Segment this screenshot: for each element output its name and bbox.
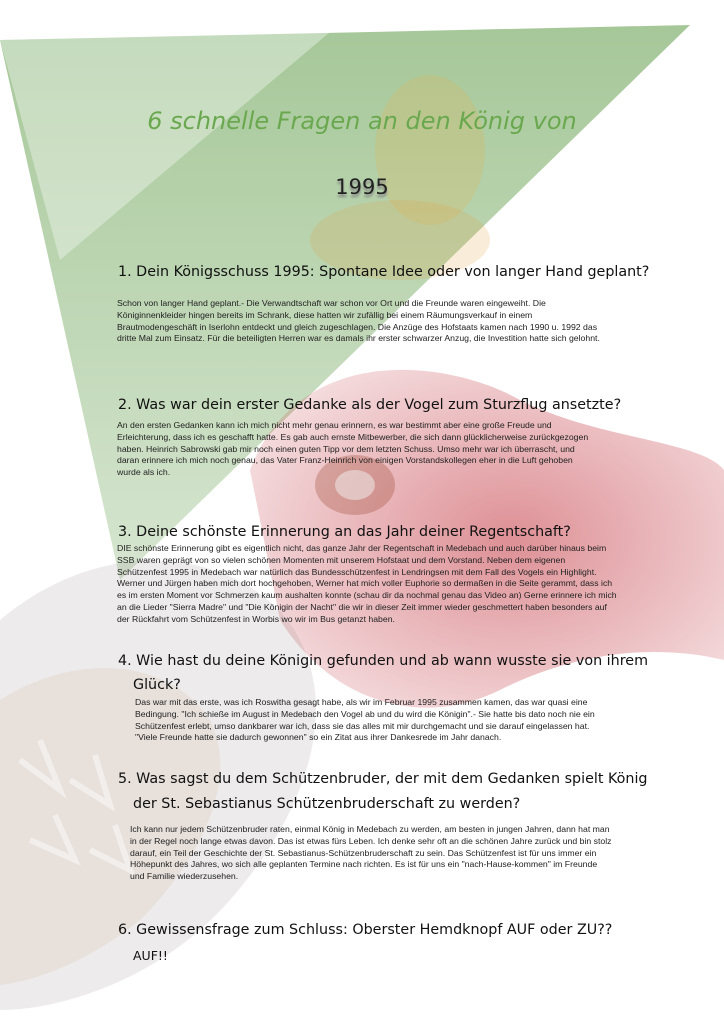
question-2: 2. Was war dein erster Gedanke als der Vogel zum Sturzflug ansetzte? <box>118 397 622 413</box>
answer-1: Schon von langer Hand geplant.- Die Verwandtschaft war schon vor Ort und die Freunde waren eingeweiht. Die Königinnenkleider hingen bereits im Schrank, diese hatten wir zufällig bei einem Räumungsverkauf in einem Brautmodengeschäft in Iserlohn entdeckt und gleich zugeschlagen. Die Anzüge des Hofstaats kamen nach 1990 u. 1992 das dritte Mal zum Einsatz. Für die beteiligten Herren war es damals ihr erster schwarzer Anzug, die Investition hatte sich gelohnt. <box>117 298 600 344</box>
answer-2: An den ersten Gedanken kann ich mich nicht mehr genau erinnern, es war bestimmt aber eine große Freude und Erleichterung, dass ich es geschafft hatte. Es gab auch ernste Mitbewerber, die sich dann glücklicherweise zurückgezogen haben. Heinrich Sabrowski gab mir noch einen guten Tipp vor dem letzten Schuss. Umso mehr war ich überrascht, und daran erinnere ich mich noch genau, das Vater Franz-Heinrich von einigen Vorstandskollegen eher in die Luft gehoben wurde als ich. <box>117 420 589 478</box>
question-6: 6. Gewissensfrage zum Schluss: Oberster Hemdknopf AUF oder ZU?? <box>118 922 613 938</box>
answer-5: Ich kann nur jedem Schützenbruder raten, einmal König in Medebach zu werden, am besten in jungen Jahren, dann hat man in der Regel noch lange etwas davon. Das ist etwas fürs Leben. Ich denke sehr oft an die schönen Jahre zurück und bin stolz darauf, ein Teil der Geschichte der St. Sebastianus-Schützenbruderschaft zu sein. Das Schützenfest ist für uns immer ein Höhepunkt des Jahres, wo sich alle geplanten Termine nach richten. Es ist für uns ein "nach-Hause-kommen" im Freunde und Familie wiederzusehen. <box>130 824 612 882</box>
answer-6: AUF!! <box>133 948 168 963</box>
question-4-line-1: 4. Wie hast du deine Königin gefunden und ab wann wusste sie von ihrem <box>118 653 649 669</box>
question-4-line-2: Glück? <box>133 677 181 693</box>
question-1: 1. Dein Königsschuss 1995: Spontane Idee oder von langer Hand geplant? <box>118 264 650 280</box>
question-5-line-1: 5. Was sagst du dem Schützenbruder, der mit dem Gedanken spielt König <box>118 771 648 787</box>
page-title: 6 schnelle Fragen an den König von <box>147 107 577 135</box>
question-3: 3. Deine schönste Erinnerung an das Jahr deiner Regentschaft? <box>118 524 571 540</box>
answer-4: Das war mit das erste, was ich Roswitha gesagt habe, als wir im Februar 1995 zusammen kamen, das war quasi eine Bedingung. "Ich schieße im August in Medebach den Vogel ab und du wird die Königin".- Sie hatte bis dato noch nie ein Schützenfest erlebt, umso dankbarer war ich, dass sie das alles mit mir durchgemacht und sie darauf eingelassen hat. "Viele Freunde hatte sie dadurch gewonnen" so ein Zitat aus ihrer Dankesrede im Jahr danach. <box>135 697 595 743</box>
answer-3: DIE schönste Erinnerung gibt es eigentlich nicht, das ganze Jahr der Regentschaft in Medebach und auch darüber hinaus beim SSB waren geprägt von so vielen schönen Momenten mit unserem Hofstaat und dem Vorstand. Neben dem eigenen Schützenfest 1995 in Medebach war natürlich das Bundesschützenfest in Lendringsen mit dem Fall des Vogels ein Highlight. Werner und Jürgen haben mich dort hochgehoben, Werner hat mich voller Euphorie so dermaßen in die Seite gerammt, dass ich es im ersten Moment vor Schmerzen kaum aushalten konnte (schau dir da nochmal genau das Video an) Gerne erinnere ich mich an die Lieder "Sierra Madre" und "Die Königin der Nacht" die wir in dieser Zeit immer wieder geschmettert haben besonders auf der Rückfahrt vom Schützenfest in Worbis wo wir im Bus getanzt haben. <box>117 543 617 624</box>
question-5-line-2: der St. Sebastianus Schützenbruderschaft zu werden? <box>133 796 521 812</box>
page-year: 1995 <box>335 175 389 199</box>
